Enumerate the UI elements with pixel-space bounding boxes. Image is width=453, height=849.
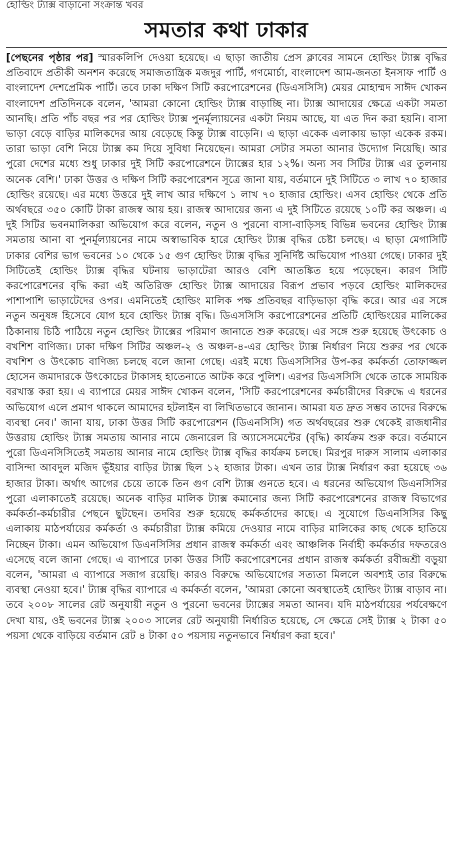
headline: সমতার কথা ঢাকার bbox=[144, 18, 309, 42]
continued-tag: [পেছনের পৃষ্ঠার পর] bbox=[6, 53, 94, 64]
top-strip-text: হোল্ডিং ট্যাক্স বাড়ানো সংক্রান্ত খবর bbox=[6, 0, 144, 11]
article-text: স্মারকলিপি দেওয়া হয়েছে। এ ছাড়া জাতীয় প্রেস ক্লাবের সামনে হোল্ডিং ট্যাক্স বৃদ্ধির প্রতিবাদে প্রতীকী অনশন করেছে সমাজতান্ত্রিক মজদুর পার্টি, গণমোর্চা, বাংলাদেশ আম-জনতা ইনসাফ পার্টি ও বাংলাদেশ দেশপ্রেমিক পার্টি। তবে ঢাকা দক্ষিণ সিটি করপোরেশনের (ডিএসসিসি) মেয়র মোহাম্মদ সাঈদ খোকন বাংলাদেশ প্রতিদিনকে বলেন, 'আমরা কোনো হোল্ডিং ট্যাক্স বাড়াচ্ছি না। ট্যাক্স আদায়ের ক্ষেত্রে একটা সমতা আনছি। প্রতি পাঁচ বছর পর পর হোল্ডিং ট্যাক্স পুনর্মূল্যায়নের একটা নিয়ম আছে, যা এত দিন করা হয়নি। বাসা ভাড়া বেড়ে বাড়ির মালিকদের আয় বেড়েছে কিন্তু ট্যাক্স বাড়েনি। এ ছাড়া একেক এলাকায় ভাড়া একেক রকম। তারা ভাড়া বেশি নিয়ে ট্যাক্স কম দিয়ে সুবিধা নিয়েছেন। আমরা সেটার সমতা আনার উদ্যোগ নিয়েছি। আর পুরো দেশের মধ্যে শুধু ঢাকার দুই সিটি করপোরেশনে ট্যাক্সের হার ১২%। অন্য সব সিটির ট্যাক্স এর তুলনায় অনেক বেশি।' ঢাকা উত্তর ও দক্ষিণ সিটি করপোরেশন সূত্রে জানা যায়, বর্তমানে দুই সিটিতে ৩ লাখ ৭০ হাজার হোল্ডিং রয়েছে। এর মধ্যে উত্তরে দুই লাখ আর দক্ষিণে ১ লাখ ৭০ হাজার হোল্ডিং। এসব হোল্ডিং থেকে প্রতি অর্থবছরে ৩৫০ কোটি টাকা রাজস্ব আয় হয়। রাজস্ব আদায়ের জন্য এ দুই সিটিতে রয়েছে ১০টি কর অঞ্চল। এ দুই সিটির ভবনমালিকরা অভিযোগ করে বলেন, নতুন ও পুরনো বাসা-বাড়িসহ বিভিন্ন ভবনের হোল্ডিং ট্যাক্স সমতায় আনা বা পুনর্মূল্যায়নের নামে অস্বাভাবিক হারে হোল্ডিং ট্যাক্স বৃদ্ধির চেষ্টা চলছে। এ ছাড়া মেগাসিটি ঢাকার বেশির ভাগ ভবনের ১০ থেকে ১৫ গুণ হোল্ডিং ট্যাক্স বৃদ্ধির সুনির্দিষ্ট অভিযোগ পাওয়া গেছে। ঢাকার দুই সিটিতেই হোল্ডিং ট্যাক্স বৃদ্ধির ঘটনায় ভাড়াটেরা আরও বেশি আতঙ্কিত হয়ে পড়েছেন। কারণ সিটি করপোরেশনের বৃদ্ধি করা এই অতিরিক্ত হোল্ডিং ট্যাক্স আদায়ের বিরূপ প্রভাব পড়বে হোল্ডিং মালিকদের পাশাপাশি ভাড়াটেদের ওপর। এমনিতেই হোল্ডিং মালিক পক্ষ প্রতিবছর বাড়িভাড়া বৃদ্ধি করে। আর এর সঙ্গে নতুন অনুষঙ্গ হিসেবে যোগ হবে হোল্ডিং ট্যাক্স বৃদ্ধি। ডিএসসিসি করপোরেশনের প্রতিটি হোল্ডিংয়ের মালিকের ঠিকানায় চিঠি পাঠিয়ে নতুন হোল্ডিং ট্যাক্সের পরিমাণ জানাতে শুরু করেছে। এর সঙ্গে শুরু হয়েছে উৎকোচ ও বখশিশ বাণিজ্য। ঢাকা দক্ষিণ সিটির অঞ্চল-২ ও অঞ্চল-৪-এর হোল্ডিং ট্যাক্স নির্ধারণ নিয়ে শুরুর পর থেকে বখশিশ ও উৎকোচ বাণিজ্য চলছে বলে জানা গেছে। এরই মধ্যে ডিএসসিসির উপ-কর কর্মকর্তা তোফাজ্জল হোসেন জমাদারকে উৎকোচের টাকাসহ হাতেনাতে আটক করে পুলিশ। এরপর ডিএসসিসি থেকে তাকে সাময়িক বরখাস্ত করা হয়। এ ব্যাপারে মেয়র সাঈদ খোকন বলেন, 'সিটি করপোরেশনের কর্মচারীদের বিরুদ্ধে এ ধরনের অভিযোগ এলে প্রমাণ থাকলে আমাদের হটলাইন বা লিখিতভাবে জানান। আমরা যত দ্রুত সম্ভব তাদের বিরুদ্ধে ব্যবস্থা নেব।' জানা যায়, ঢাকা উত্তর সিটি করপোরেশন (ডিএনসিসি) গত অর্থবছরের শুরু থেকেই রাজধানীর উত্তরায় হোল্ডিং ট্যাক্স সমতায় আনার নামে জেনারেল রি অ্যাসেসমেন্টের (বৃদ্ধি) কার্যক্রম শুরু করে। বর্তমানে পুরো ডিএনসিসিতেই সমতায় আনার নামে হোল্ডিং ট্যাক্স বৃদ্ধির কার্যক্রম চলছে। মিরপুর দারুস সালাম এলাকার বাসিন্দা আবদুল মজিদ ভূঁইয়ার বাড়ির ট্যাক্স ছিল ১২ হাজার টাকা। এখন তার ট্যাক্স নির্ধারণ করা হয়েছে ৩৬ হাজার টাকা। অর্থাৎ আগের চেয়ে তাকে তিন গুণ বেশি ট্যাক্স গুনতে হবে। এ ধরনের অভিযোগ ডিএনসিসির পুরো এলাকাতেই রয়েছে। অনেক বাড়ির মালিক ট্যাক্স কমানোর জন্য সিটি করপোরেশনের রাজস্ব বিভাগের কর্মকর্তা-কর্মচারীর পেছনে ছুটছেন। তদবির শুরু হয়েছে কর্মকর্তাদের কাছে। এ সুযোগে ডিএনসিসির কিছু এলাকায় মাঠপর্যায়ের কর্মকর্তা ও কর্মচারীরা ট্যাক্স কমিয়ে দেওয়ার নামে বাড়ির মালিকের কাছ থেকে হাতিয়ে নিচ্ছেন টাকা। এমন অভিযোগ ডিএনসিসির প্রধান রাজস্ব কর্মকর্তা এবং আঞ্চলিক নির্বাহী কর্মকর্তার দফতরেও এসেছে বলে জানা গেছে। এ ব্যাপারে ঢাকা উত্তর সিটি করপোরেশনের প্রধান রাজস্ব কর্মকর্তা রবীন্দ্রশ্রী বড়ুয়া বলেন, 'আমরা এ ব্যাপারে সজাগ রয়েছি। কারও বিরুদ্ধে অভিযোগের সত্যতা মিললে অবশ্যই তার বিরুদ্ধে ব্যবস্থা নেওয়া হবে।' ট্যাক্স বৃদ্ধির ব্যাপারে এ কর্মকর্তা বলেন, 'আমরা কোনো অবস্থাতেই হোল্ডিং ট্যাক্স বাড়াব না। তবে ২০০৮ সালের রেট অনুযায়ী নতুন ও পুরনো ভবনের ট্যাক্সের সমতা আনব। যদি মাঠপর্যায়ের পর্যবেক্ষণে দেখা যায়, ওই ভবনের ট্যাক্স ২০০৩ সালের রেট অনুযায়ী নির্ধারিত হয়েছে, সে ক্ষেত্রে সেই ট্যাক্স ২ টাকা ৫০ পয়সা থেকে বাড়িয়ে বর্তমান রেট ৪ টাকা ৫০ পয়সায় নতুনভাবে নির্ধারণ করা হবে।' bbox=[6, 53, 447, 642]
headline-rule bbox=[6, 47, 447, 48]
article-body bbox=[6, 51, 447, 644]
